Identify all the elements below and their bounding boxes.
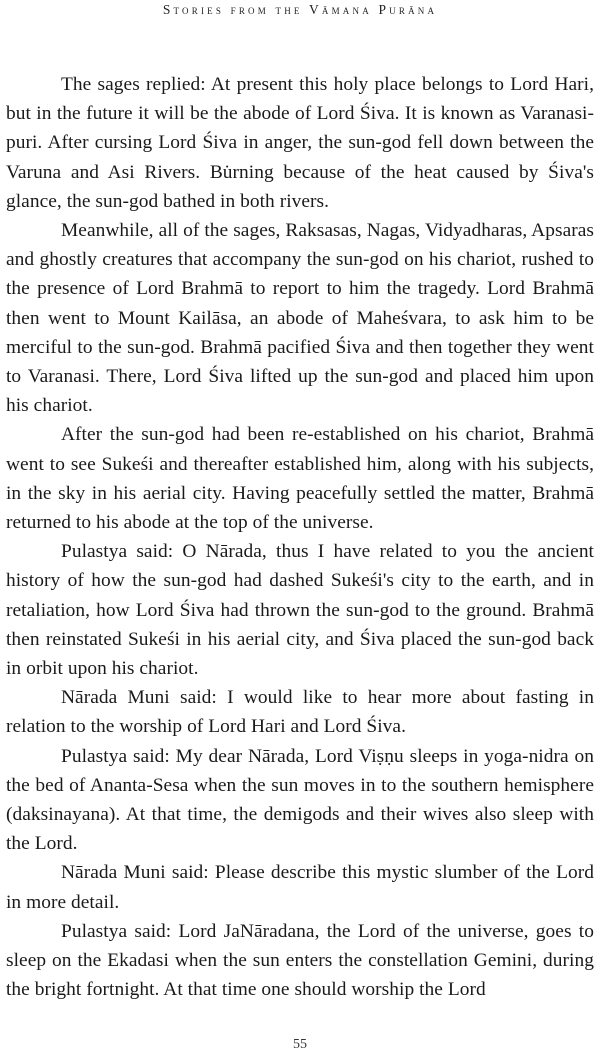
page-number: 55 [293, 1037, 307, 1052]
paragraph: Nārada Muni said: Please describe this mystic slumber of the Lord in more detail. [6, 862, 594, 913]
paragraph: Nārada Muni said: I would like to hear more about fasting in relation to the worship of Lord Hari and Lord Śiva. [6, 687, 594, 738]
paragraph: Pulastya said: Lord JaNāradana, the Lord of the universe, goes to sleep on the Ekadasi when the sun enters the constellation Gemini, during the bright fortnight. At that time one should worship the Lord [6, 920, 594, 1001]
paragraph: After the sun-god had been re-established on his chariot, Brahmā went to see Sukeśi and thereafter established him, along with his subjects, in the sky in his aerial city. Having peacefully settled the matter, Brahmā returned to his abode at the top of the universe. [6, 424, 594, 534]
paragraph: Meanwhile, all of the sages, Raksasas, Nagas, Vidyadharas, Apsaras and ghostly creatures that accompany the sun-god on his chariot, rushed to the presence of Lord Brahmā to report to him the tragedy. Lord Brahmā then went to Mount Kailāsa, an abode of Maheśvara, to ask him to be merciful to the sun-god. Brahmā pacified Śiva and then together they went to Varanasi. There, Lord Śiva lifted up the sun-god and placed him upon his chariot. [6, 220, 594, 417]
paragraph: Pulastya said: O Nārada, thus I have related to you the ancient history of how the sun-god had dashed Sukeśi's city to the earth, and in retaliation, how Lord Śiva had thrown the sun-god to the ground. Brahmā then reinstated Sukeśi in his aerial city, and Śiva placed the sun-god back in orbit upon his chariot. [6, 541, 594, 680]
paragraph: The sages replied: At present this holy place belongs to Lord Hari, but in the future it will be the abode of Lord Śiva. It is known as Varanasi-puri. After cursing Lord Śiva in anger, the sun-god fell down between the Varuna and Asi Rivers. Bu̇rning because of the heat caused by Śiva's glance, the sun-god bathed in both rivers. [6, 74, 594, 212]
paragraph: Pulastya said: My dear Nārada, Lord Viṣṇu sleeps in yoga-nidra on the bed of Ananta-Sesa when the sun moves in to the southern hemisphere (daksinayana). At that time, the demigods and their wives also sleep with the Lord. [6, 745, 594, 855]
body-text [6, 70, 594, 1005]
running-head: Stories from the Vāmana Purāna [162, 2, 438, 17]
